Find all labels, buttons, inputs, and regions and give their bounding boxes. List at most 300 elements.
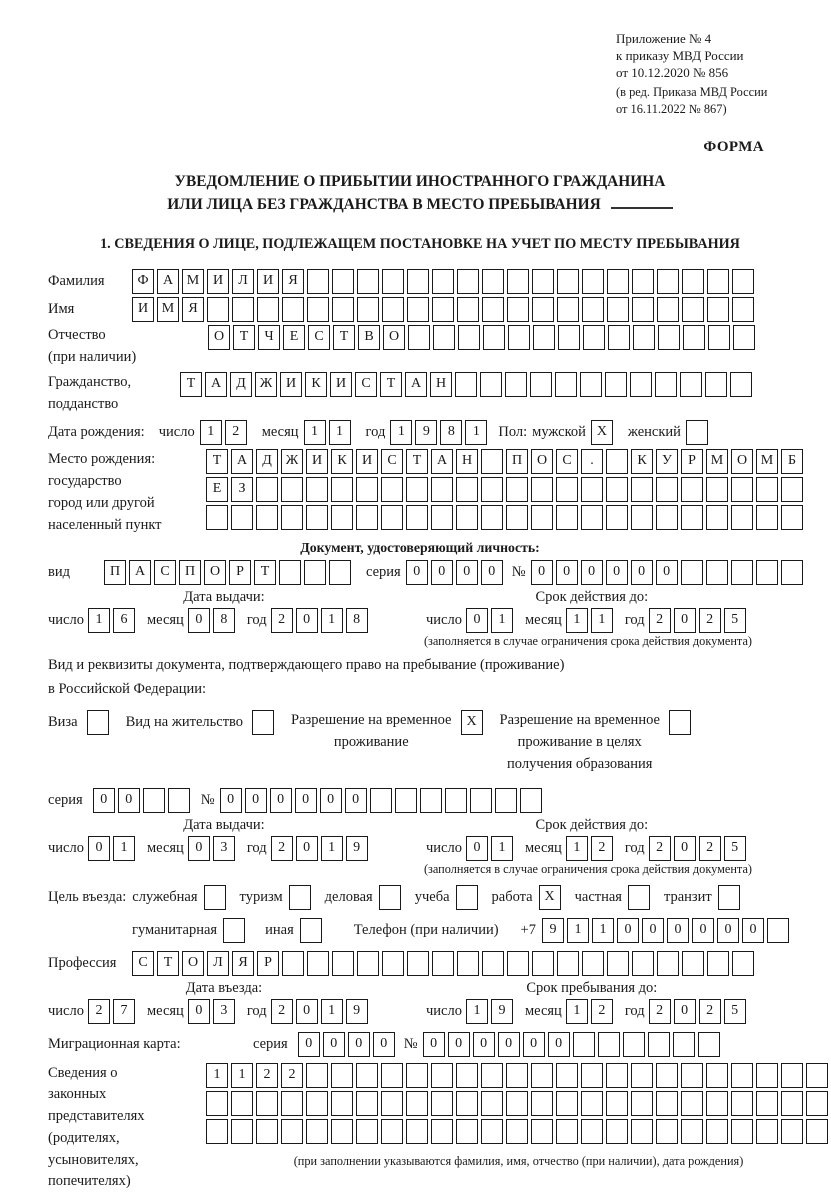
char-cell[interactable] xyxy=(781,477,803,502)
char-cell[interactable]: К xyxy=(631,449,653,474)
char-cell[interactable] xyxy=(706,505,728,530)
char-cell[interactable]: 1 xyxy=(304,420,326,445)
char-cell[interactable]: 2 xyxy=(271,836,293,861)
char-cell[interactable]: 0 xyxy=(188,836,210,861)
char-cell[interactable]: 0 xyxy=(466,836,488,861)
char-cell[interactable]: О xyxy=(182,951,204,976)
char-cell[interactable] xyxy=(332,951,354,976)
char-cell[interactable] xyxy=(520,788,542,813)
char-cell[interactable] xyxy=(630,372,652,397)
char-cell[interactable]: 0 xyxy=(93,788,115,813)
char-cell[interactable] xyxy=(557,297,579,322)
char-cell[interactable]: З xyxy=(231,477,253,502)
char-cell[interactable] xyxy=(631,1091,653,1116)
char-cell[interactable] xyxy=(707,269,729,294)
char-cell[interactable]: 1 xyxy=(321,836,343,861)
char-cell[interactable] xyxy=(282,951,304,976)
char-cell[interactable]: Б xyxy=(781,449,803,474)
char-cell[interactable]: 0 xyxy=(674,999,696,1024)
char-cell[interactable]: X xyxy=(461,710,483,735)
char-cell[interactable] xyxy=(718,885,740,910)
char-cell[interactable] xyxy=(379,885,401,910)
char-cell[interactable]: 0 xyxy=(674,608,696,633)
char-cell[interactable]: Ф xyxy=(132,269,154,294)
char-cell[interactable]: 2 xyxy=(271,999,293,1024)
char-cell[interactable] xyxy=(531,477,553,502)
char-cell[interactable]: Т xyxy=(233,325,255,350)
char-cell[interactable] xyxy=(655,372,677,397)
char-cell[interactable]: И xyxy=(306,449,328,474)
char-cell[interactable]: Ж xyxy=(255,372,277,397)
char-cell[interactable] xyxy=(332,297,354,322)
char-cell[interactable] xyxy=(256,477,278,502)
char-cell[interactable]: Е xyxy=(283,325,305,350)
char-cell[interactable] xyxy=(706,1119,728,1144)
char-cell[interactable] xyxy=(628,885,650,910)
char-cell[interactable]: 9 xyxy=(346,836,368,861)
char-cell[interactable] xyxy=(681,477,703,502)
char-cell[interactable] xyxy=(532,951,554,976)
char-cell[interactable]: 2 xyxy=(699,608,721,633)
char-cell[interactable]: 0 xyxy=(348,1032,370,1057)
char-cell[interactable] xyxy=(456,1091,478,1116)
char-cell[interactable] xyxy=(495,788,517,813)
char-cell[interactable] xyxy=(681,560,703,585)
char-cell[interactable] xyxy=(583,325,605,350)
char-cell[interactable] xyxy=(143,788,165,813)
char-cell[interactable] xyxy=(506,505,528,530)
char-cell[interactable] xyxy=(406,1091,428,1116)
char-cell[interactable] xyxy=(481,477,503,502)
char-cell[interactable]: А xyxy=(157,269,179,294)
char-cell[interactable] xyxy=(457,951,479,976)
char-cell[interactable]: 1 xyxy=(591,608,613,633)
char-cell[interactable]: 0 xyxy=(323,1032,345,1057)
char-cell[interactable] xyxy=(87,710,109,735)
char-cell[interactable]: 1 xyxy=(491,836,513,861)
char-cell[interactable] xyxy=(456,505,478,530)
char-cell[interactable]: 0 xyxy=(188,608,210,633)
char-cell[interactable]: 0 xyxy=(466,608,488,633)
char-cell[interactable]: Р xyxy=(681,449,703,474)
char-cell[interactable]: 0 xyxy=(320,788,342,813)
char-cell[interactable] xyxy=(608,325,630,350)
char-cell[interactable] xyxy=(781,505,803,530)
char-cell[interactable]: 0 xyxy=(345,788,367,813)
char-cell[interactable] xyxy=(506,477,528,502)
char-cell[interactable] xyxy=(781,1063,803,1088)
char-cell[interactable] xyxy=(331,477,353,502)
char-cell[interactable]: 0 xyxy=(118,788,140,813)
char-cell[interactable]: 0 xyxy=(88,836,110,861)
char-cell[interactable]: С xyxy=(308,325,330,350)
char-cell[interactable] xyxy=(557,951,579,976)
char-cell[interactable]: 1 xyxy=(200,420,222,445)
char-cell[interactable]: К xyxy=(305,372,327,397)
char-cell[interactable] xyxy=(656,505,678,530)
char-cell[interactable] xyxy=(781,1119,803,1144)
char-cell[interactable] xyxy=(631,1119,653,1144)
char-cell[interactable]: 0 xyxy=(245,788,267,813)
char-cell[interactable] xyxy=(732,297,754,322)
char-cell[interactable] xyxy=(607,297,629,322)
char-cell[interactable] xyxy=(581,1063,603,1088)
char-cell[interactable] xyxy=(607,951,629,976)
char-cell[interactable]: 0 xyxy=(548,1032,570,1057)
char-cell[interactable]: О xyxy=(204,560,226,585)
char-cell[interactable]: 0 xyxy=(481,560,503,585)
char-cell[interactable] xyxy=(606,505,628,530)
char-cell[interactable] xyxy=(332,269,354,294)
char-cell[interactable]: 1 xyxy=(321,608,343,633)
char-cell[interactable]: И xyxy=(257,269,279,294)
char-cell[interactable]: И xyxy=(132,297,154,322)
char-cell[interactable] xyxy=(508,325,530,350)
char-cell[interactable] xyxy=(370,788,392,813)
char-cell[interactable] xyxy=(381,1119,403,1144)
char-cell[interactable]: 5 xyxy=(724,999,746,1024)
char-cell[interactable]: Е xyxy=(206,477,228,502)
char-cell[interactable]: 9 xyxy=(542,918,564,943)
char-cell[interactable] xyxy=(606,1063,628,1088)
char-cell[interactable] xyxy=(781,560,803,585)
char-cell[interactable] xyxy=(231,1119,253,1144)
char-cell[interactable]: 1 xyxy=(491,608,513,633)
char-cell[interactable]: 0 xyxy=(220,788,242,813)
char-cell[interactable] xyxy=(731,1063,753,1088)
char-cell[interactable] xyxy=(606,1119,628,1144)
char-cell[interactable]: Т xyxy=(406,449,428,474)
char-cell[interactable]: А xyxy=(205,372,227,397)
char-cell[interactable] xyxy=(632,951,654,976)
char-cell[interactable] xyxy=(231,505,253,530)
char-cell[interactable] xyxy=(207,297,229,322)
char-cell[interactable]: Ж xyxy=(281,449,303,474)
char-cell[interactable] xyxy=(781,1091,803,1116)
char-cell[interactable] xyxy=(605,372,627,397)
char-cell[interactable] xyxy=(433,325,455,350)
char-cell[interactable] xyxy=(407,951,429,976)
char-cell[interactable]: 0 xyxy=(606,560,628,585)
char-cell[interactable]: 0 xyxy=(406,560,428,585)
char-cell[interactable] xyxy=(257,297,279,322)
char-cell[interactable]: 1 xyxy=(466,999,488,1024)
char-cell[interactable] xyxy=(406,1119,428,1144)
char-cell[interactable] xyxy=(306,477,328,502)
char-cell[interactable] xyxy=(656,477,678,502)
char-cell[interactable]: П xyxy=(506,449,528,474)
char-cell[interactable] xyxy=(168,788,190,813)
char-cell[interactable]: 2 xyxy=(591,836,613,861)
char-cell[interactable] xyxy=(682,269,704,294)
char-cell[interactable] xyxy=(698,1032,720,1057)
char-cell[interactable]: А xyxy=(431,449,453,474)
char-cell[interactable] xyxy=(381,505,403,530)
char-cell[interactable] xyxy=(457,297,479,322)
char-cell[interactable]: 0 xyxy=(188,999,210,1024)
char-cell[interactable]: 5 xyxy=(724,836,746,861)
char-cell[interactable] xyxy=(681,1091,703,1116)
char-cell[interactable] xyxy=(331,1091,353,1116)
char-cell[interactable] xyxy=(223,918,245,943)
char-cell[interactable] xyxy=(381,477,403,502)
char-cell[interactable]: С xyxy=(132,951,154,976)
char-cell[interactable]: В xyxy=(358,325,380,350)
char-cell[interactable] xyxy=(289,885,311,910)
char-cell[interactable] xyxy=(681,1063,703,1088)
char-cell[interactable]: 0 xyxy=(270,788,292,813)
char-cell[interactable]: 2 xyxy=(699,836,721,861)
char-cell[interactable] xyxy=(532,269,554,294)
char-cell[interactable]: М xyxy=(157,297,179,322)
char-cell[interactable] xyxy=(556,1063,578,1088)
char-cell[interactable]: Т xyxy=(157,951,179,976)
char-cell[interactable] xyxy=(648,1032,670,1057)
char-cell[interactable] xyxy=(279,560,301,585)
char-cell[interactable] xyxy=(407,269,429,294)
char-cell[interactable]: Т xyxy=(333,325,355,350)
char-cell[interactable]: 0 xyxy=(448,1032,470,1057)
char-cell[interactable] xyxy=(481,1119,503,1144)
char-cell[interactable] xyxy=(731,477,753,502)
char-cell[interactable]: С xyxy=(355,372,377,397)
char-cell[interactable]: Р xyxy=(257,951,279,976)
char-cell[interactable] xyxy=(506,1091,528,1116)
char-cell[interactable] xyxy=(306,1091,328,1116)
char-cell[interactable] xyxy=(581,505,603,530)
char-cell[interactable] xyxy=(681,505,703,530)
char-cell[interactable]: 1 xyxy=(231,1063,253,1088)
char-cell[interactable] xyxy=(483,325,505,350)
char-cell[interactable] xyxy=(470,788,492,813)
char-cell[interactable] xyxy=(482,269,504,294)
char-cell[interactable]: 0 xyxy=(667,918,689,943)
char-cell[interactable] xyxy=(431,1119,453,1144)
char-cell[interactable] xyxy=(556,505,578,530)
char-cell[interactable]: 9 xyxy=(415,420,437,445)
char-cell[interactable]: 2 xyxy=(649,999,671,1024)
char-cell[interactable] xyxy=(581,1119,603,1144)
char-cell[interactable] xyxy=(733,325,755,350)
char-cell[interactable] xyxy=(382,297,404,322)
char-cell[interactable] xyxy=(706,1063,728,1088)
char-cell[interactable]: 8 xyxy=(346,608,368,633)
char-cell[interactable] xyxy=(481,1063,503,1088)
char-cell[interactable]: 2 xyxy=(649,836,671,861)
char-cell[interactable] xyxy=(331,505,353,530)
char-cell[interactable] xyxy=(581,1091,603,1116)
char-cell[interactable] xyxy=(406,477,428,502)
char-cell[interactable] xyxy=(481,1091,503,1116)
char-cell[interactable] xyxy=(231,1091,253,1116)
char-cell[interactable]: У xyxy=(656,449,678,474)
char-cell[interactable] xyxy=(756,505,778,530)
char-cell[interactable] xyxy=(505,372,527,397)
char-cell[interactable] xyxy=(557,269,579,294)
char-cell[interactable] xyxy=(686,420,708,445)
char-cell[interactable] xyxy=(708,325,730,350)
char-cell[interactable] xyxy=(481,449,503,474)
char-cell[interactable] xyxy=(281,505,303,530)
char-cell[interactable] xyxy=(706,1091,728,1116)
char-cell[interactable]: И xyxy=(207,269,229,294)
char-cell[interactable] xyxy=(455,372,477,397)
char-cell[interactable]: 2 xyxy=(256,1063,278,1088)
char-cell[interactable] xyxy=(256,505,278,530)
char-cell[interactable] xyxy=(356,1063,378,1088)
char-cell[interactable] xyxy=(281,1091,303,1116)
char-cell[interactable] xyxy=(307,297,329,322)
char-cell[interactable]: И xyxy=(330,372,352,397)
char-cell[interactable]: 1 xyxy=(88,608,110,633)
char-cell[interactable] xyxy=(732,951,754,976)
char-cell[interactable] xyxy=(232,297,254,322)
char-cell[interactable] xyxy=(506,1063,528,1088)
char-cell[interactable] xyxy=(756,1091,778,1116)
char-cell[interactable] xyxy=(381,1063,403,1088)
char-cell[interactable] xyxy=(580,372,602,397)
char-cell[interactable]: О xyxy=(383,325,405,350)
char-cell[interactable] xyxy=(357,297,379,322)
char-cell[interactable] xyxy=(531,1063,553,1088)
char-cell[interactable] xyxy=(432,269,454,294)
char-cell[interactable] xyxy=(806,1063,828,1088)
char-cell[interactable]: X xyxy=(591,420,613,445)
char-cell[interactable] xyxy=(658,325,680,350)
char-cell[interactable] xyxy=(281,1119,303,1144)
char-cell[interactable] xyxy=(456,1063,478,1088)
char-cell[interactable] xyxy=(457,269,479,294)
char-cell[interactable]: С xyxy=(556,449,578,474)
char-cell[interactable]: Т xyxy=(254,560,276,585)
char-cell[interactable] xyxy=(606,477,628,502)
char-cell[interactable] xyxy=(556,477,578,502)
char-cell[interactable] xyxy=(573,1032,595,1057)
char-cell[interactable] xyxy=(357,269,379,294)
char-cell[interactable]: Н xyxy=(430,372,452,397)
char-cell[interactable]: С xyxy=(381,449,403,474)
char-cell[interactable] xyxy=(706,560,728,585)
char-cell[interactable] xyxy=(669,710,691,735)
char-cell[interactable]: 2 xyxy=(649,608,671,633)
char-cell[interactable] xyxy=(458,325,480,350)
char-cell[interactable] xyxy=(204,885,226,910)
char-cell[interactable]: 0 xyxy=(498,1032,520,1057)
char-cell[interactable]: 0 xyxy=(373,1032,395,1057)
char-cell[interactable]: 0 xyxy=(692,918,714,943)
char-cell[interactable] xyxy=(555,372,577,397)
char-cell[interactable] xyxy=(382,269,404,294)
char-cell[interactable]: А xyxy=(231,449,253,474)
char-cell[interactable] xyxy=(445,788,467,813)
char-cell[interactable]: И xyxy=(356,449,378,474)
char-cell[interactable] xyxy=(356,1091,378,1116)
char-cell[interactable] xyxy=(657,297,679,322)
char-cell[interactable] xyxy=(706,477,728,502)
char-cell[interactable] xyxy=(329,560,351,585)
char-cell[interactable] xyxy=(432,297,454,322)
char-cell[interactable] xyxy=(304,560,326,585)
char-cell[interactable]: 0 xyxy=(674,836,696,861)
char-cell[interactable]: Л xyxy=(207,951,229,976)
char-cell[interactable] xyxy=(431,1091,453,1116)
char-cell[interactable] xyxy=(420,788,442,813)
char-cell[interactable]: 1 xyxy=(566,836,588,861)
char-cell[interactable] xyxy=(623,1032,645,1057)
char-cell[interactable] xyxy=(307,269,329,294)
char-cell[interactable]: 0 xyxy=(523,1032,545,1057)
char-cell[interactable] xyxy=(256,1119,278,1144)
char-cell[interactable] xyxy=(767,918,789,943)
char-cell[interactable]: А xyxy=(405,372,427,397)
char-cell[interactable]: Я xyxy=(282,269,304,294)
char-cell[interactable]: К xyxy=(331,449,353,474)
char-cell[interactable] xyxy=(631,505,653,530)
char-cell[interactable] xyxy=(506,1119,528,1144)
char-cell[interactable]: 0 xyxy=(631,560,653,585)
char-cell[interactable] xyxy=(806,1119,828,1144)
char-cell[interactable] xyxy=(806,1091,828,1116)
char-cell[interactable]: 0 xyxy=(298,1032,320,1057)
char-cell[interactable]: Н xyxy=(456,449,478,474)
char-cell[interactable]: Д xyxy=(230,372,252,397)
char-cell[interactable]: 0 xyxy=(581,560,603,585)
char-cell[interactable]: 0 xyxy=(296,836,318,861)
char-cell[interactable] xyxy=(406,1063,428,1088)
char-cell[interactable] xyxy=(307,951,329,976)
char-cell[interactable]: О xyxy=(731,449,753,474)
char-cell[interactable] xyxy=(252,710,274,735)
char-cell[interactable]: 1 xyxy=(390,420,412,445)
char-cell[interactable] xyxy=(656,1091,678,1116)
char-cell[interactable]: О xyxy=(531,449,553,474)
char-cell[interactable] xyxy=(356,1119,378,1144)
char-cell[interactable] xyxy=(705,372,727,397)
char-cell[interactable] xyxy=(582,269,604,294)
char-cell[interactable]: 8 xyxy=(213,608,235,633)
char-cell[interactable]: 0 xyxy=(742,918,764,943)
char-cell[interactable] xyxy=(731,505,753,530)
char-cell[interactable] xyxy=(731,1119,753,1144)
char-cell[interactable] xyxy=(756,560,778,585)
char-cell[interactable]: 0 xyxy=(423,1032,445,1057)
char-cell[interactable] xyxy=(431,477,453,502)
char-cell[interactable] xyxy=(683,325,705,350)
char-cell[interactable] xyxy=(707,297,729,322)
char-cell[interactable]: Я xyxy=(182,297,204,322)
char-cell[interactable]: Ч xyxy=(258,325,280,350)
char-cell[interactable]: 0 xyxy=(617,918,639,943)
char-cell[interactable]: 1 xyxy=(592,918,614,943)
char-cell[interactable] xyxy=(530,372,552,397)
char-cell[interactable] xyxy=(756,1063,778,1088)
char-cell[interactable]: П xyxy=(179,560,201,585)
char-cell[interactable] xyxy=(632,269,654,294)
char-cell[interactable] xyxy=(431,1063,453,1088)
char-cell[interactable] xyxy=(507,297,529,322)
char-cell[interactable] xyxy=(431,505,453,530)
char-cell[interactable] xyxy=(531,1119,553,1144)
char-cell[interactable]: Т xyxy=(206,449,228,474)
char-cell[interactable]: 0 xyxy=(295,788,317,813)
char-cell[interactable]: 0 xyxy=(642,918,664,943)
char-cell[interactable]: М xyxy=(182,269,204,294)
char-cell[interactable] xyxy=(432,951,454,976)
char-cell[interactable] xyxy=(631,1063,653,1088)
char-cell[interactable] xyxy=(682,951,704,976)
char-cell[interactable] xyxy=(481,505,503,530)
char-cell[interactable]: П xyxy=(104,560,126,585)
